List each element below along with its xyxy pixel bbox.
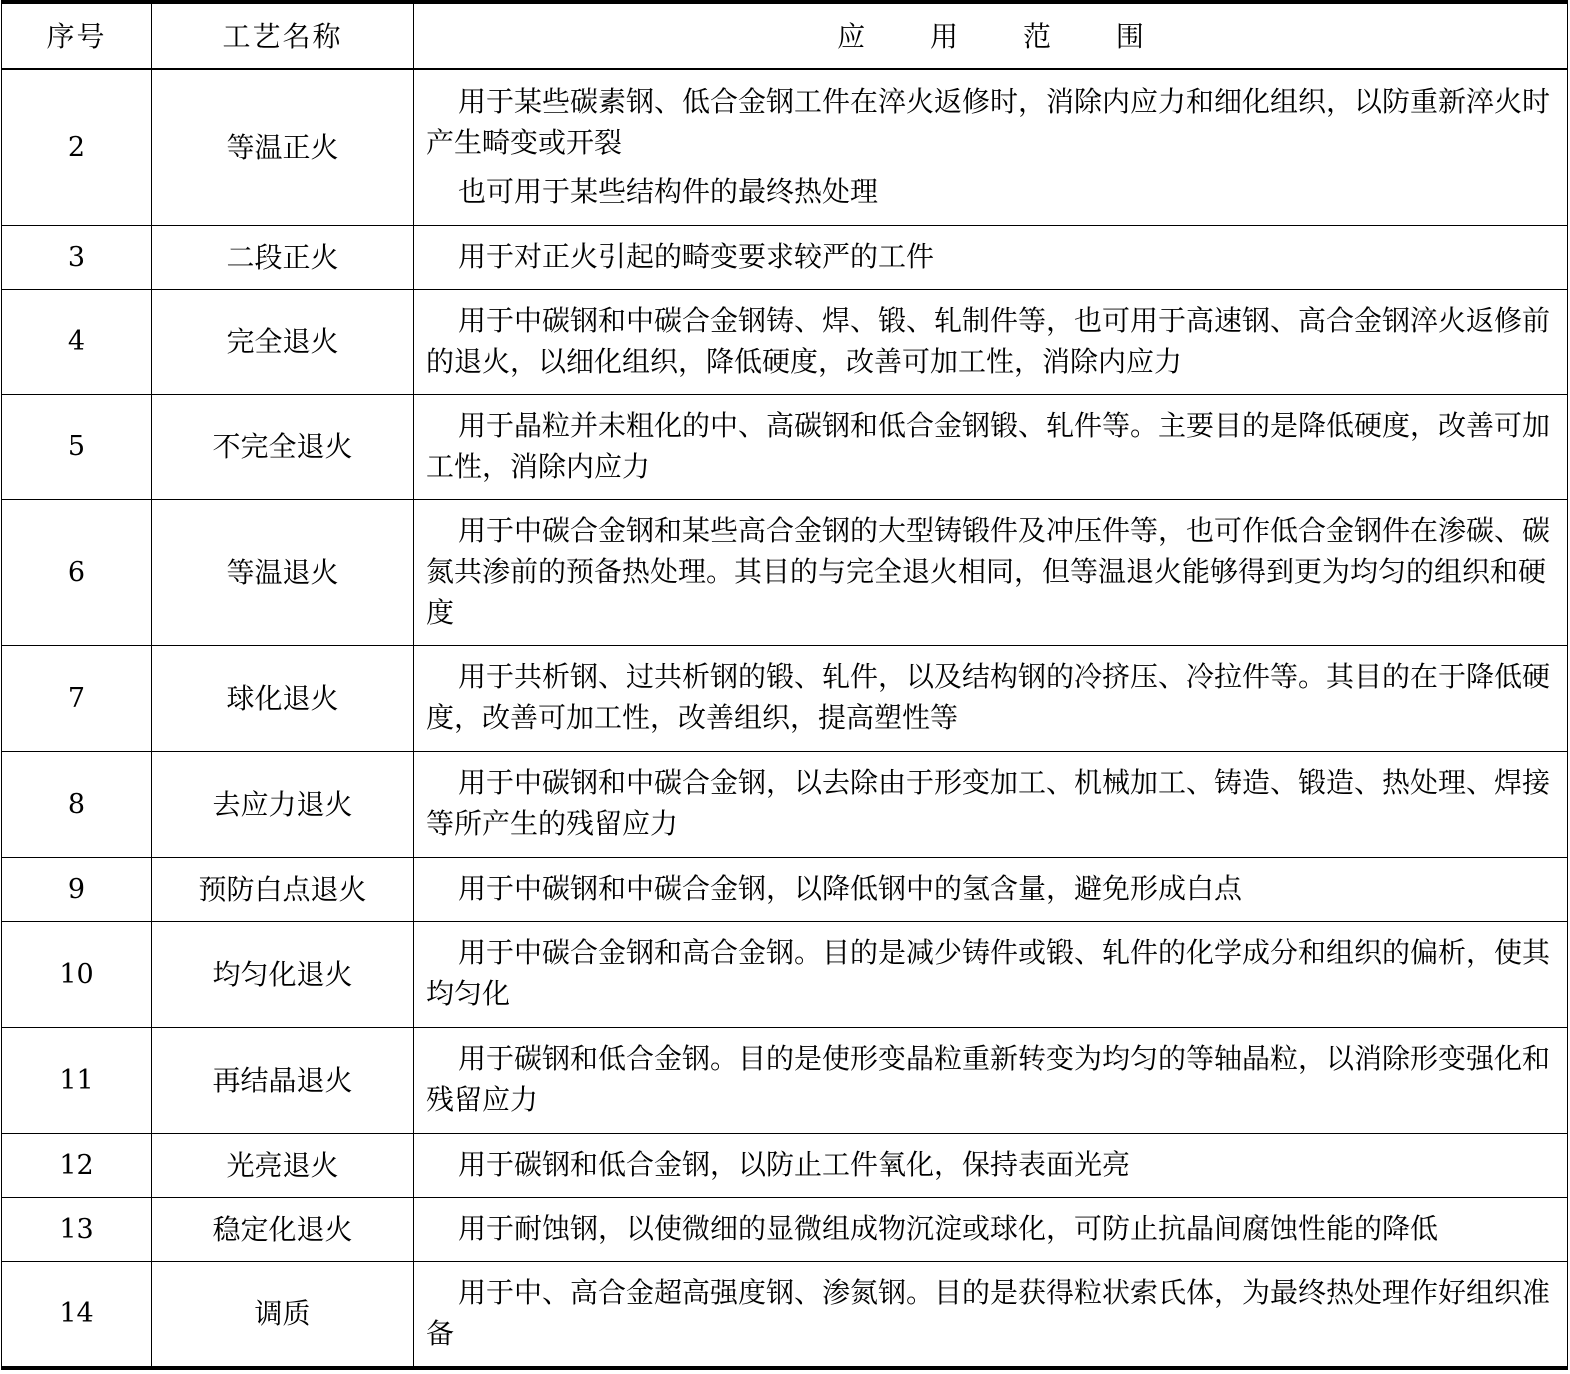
row-application-cell [414, 645, 1568, 751]
table-row [2, 1133, 1568, 1197]
table-row [2, 225, 1568, 289]
row-serial-number: 14 [2, 1261, 152, 1368]
table-row [2, 857, 1568, 921]
row-process-name: 光亮退火 [152, 1133, 414, 1197]
table-row [2, 1261, 1568, 1368]
row-serial-number: 6 [2, 499, 152, 645]
row-process-name: 球化退火 [152, 645, 414, 751]
row-application-text: 用于中碳合金钢和某些高合金钢的大型铸锻件及冲压件等，也可作低合金钢件在渗碳、碳氮共渗前的预备热处理。其目的与完全退火相同，但等温退火能够得到更为均匀的组织和硬度 [426, 513, 1551, 629]
row-serial-number: 3 [2, 225, 152, 289]
row-application-cell [414, 1197, 1568, 1261]
row-application-text: 用于对正火引起的畸变要求较严的工件 [458, 239, 935, 273]
row-process-name: 去应力退火 [152, 751, 414, 857]
row-application-text: 用于共析钢、过共析钢的锻、轧件，以及结构钢的冷挤压、冷拉件等。其目的在于降低硬度，改善可加工性，改善组织，提高塑性等 [426, 660, 1551, 734]
row-process-name: 等温退火 [152, 499, 414, 645]
row-application-text: 用于耐蚀钢，以使微细的显微组成物沉淀或球化，可防止抗晶间腐蚀性能的降低 [458, 1211, 1439, 1245]
heat-treatment-process-table [1, 0, 1568, 1370]
row-process-name: 预防白点退火 [152, 857, 414, 921]
row-application-text: 用于某些碳素钢、低合金钢工件在淬火返修时，消除内应力和细化组织，以防重新淬火时产生畸变或开裂 [426, 84, 1551, 159]
row-application-cell [414, 69, 1568, 225]
row-serial-number: 5 [2, 394, 152, 499]
row-application-cell [414, 289, 1568, 394]
row-application-text: 用于中碳钢和中碳合金钢，以去除由于形变加工、机械加工、铸造、锻造、热处理、焊接等所产生的残留应力 [426, 766, 1551, 840]
row-application-cell [414, 857, 1568, 921]
table-header-row [2, 2, 1568, 69]
row-application-text: 用于晶粒并未粗化的中、高碳钢和低合金钢锻、轧件等。主要目的是降低硬度，改善可加工性，消除内应力 [426, 408, 1551, 483]
row-application-cell [414, 1261, 1568, 1368]
table-row [2, 394, 1568, 499]
row-process-name: 二段正火 [152, 225, 414, 289]
row-process-name: 调质 [152, 1261, 414, 1368]
table-row [2, 69, 1568, 225]
row-application-text: 用于中碳钢和中碳合金钢，以降低钢中的氢含量，避免形成白点 [458, 871, 1243, 905]
row-application-cell [414, 499, 1568, 645]
table-row [2, 289, 1568, 394]
row-process-name: 稳定化退火 [152, 1197, 414, 1261]
row-serial-number: 2 [2, 69, 152, 225]
table-row [2, 751, 1568, 857]
row-application-text: 用于中碳钢和中碳合金钢铸、焊、锻、轧制件等，也可用于高速钢、高合金钢淬火返修前的退火，以细化组织，降低硬度，改善可加工性，消除内应力 [426, 303, 1551, 378]
row-process-name: 再结晶退火 [152, 1027, 414, 1133]
row-application-cell [414, 394, 1568, 499]
row-process-name: 完全退火 [152, 289, 414, 394]
row-serial-number: 10 [2, 921, 152, 1027]
row-application-text: 用于碳钢和低合金钢。目的是使形变晶粒重新转变为均匀的等轴晶粒，以消除形变强化和残留应力 [426, 1042, 1551, 1116]
row-application-cell [414, 1027, 1568, 1133]
header-process-name: 工艺名称 [152, 2, 414, 69]
header-application-scope: 应 用 范 围 [414, 2, 1568, 69]
row-application-text: 用于碳钢和低合金钢，以防止工件氧化，保持表面光亮 [458, 1147, 1131, 1181]
table-row [2, 499, 1568, 645]
row-serial-number: 9 [2, 857, 152, 921]
row-serial-number: 13 [2, 1197, 152, 1261]
row-serial-number: 12 [2, 1133, 152, 1197]
row-process-name: 均匀化退火 [152, 921, 414, 1027]
row-serial-number: 4 [2, 289, 152, 394]
table-row [2, 645, 1568, 751]
row-application-text: 用于中碳合金钢和高合金钢。目的是减少铸件或锻、轧件的化学成分和组织的偏析，使其均匀化 [426, 936, 1551, 1010]
row-application-cell [414, 1133, 1568, 1197]
row-serial-number: 8 [2, 751, 152, 857]
row-application-text: 用于中、高合金超高强度钢、渗氮钢。目的是获得粒状索氏体，为最终热处理作好组织准备 [426, 1275, 1551, 1350]
row-serial-number: 11 [2, 1027, 152, 1133]
row-application-cell [414, 921, 1568, 1027]
row-application-cell [414, 225, 1568, 289]
row-application-cell [414, 751, 1568, 857]
table-row [2, 921, 1568, 1027]
header-serial-number: 序号 [2, 2, 152, 69]
table-row [2, 1027, 1568, 1133]
row-application-text: 也可用于某些结构件的最终热处理 [458, 174, 879, 208]
row-serial-number: 7 [2, 645, 152, 751]
row-process-name: 等温正火 [152, 69, 414, 225]
row-process-name: 不完全退火 [152, 394, 414, 499]
table-row [2, 1197, 1568, 1261]
